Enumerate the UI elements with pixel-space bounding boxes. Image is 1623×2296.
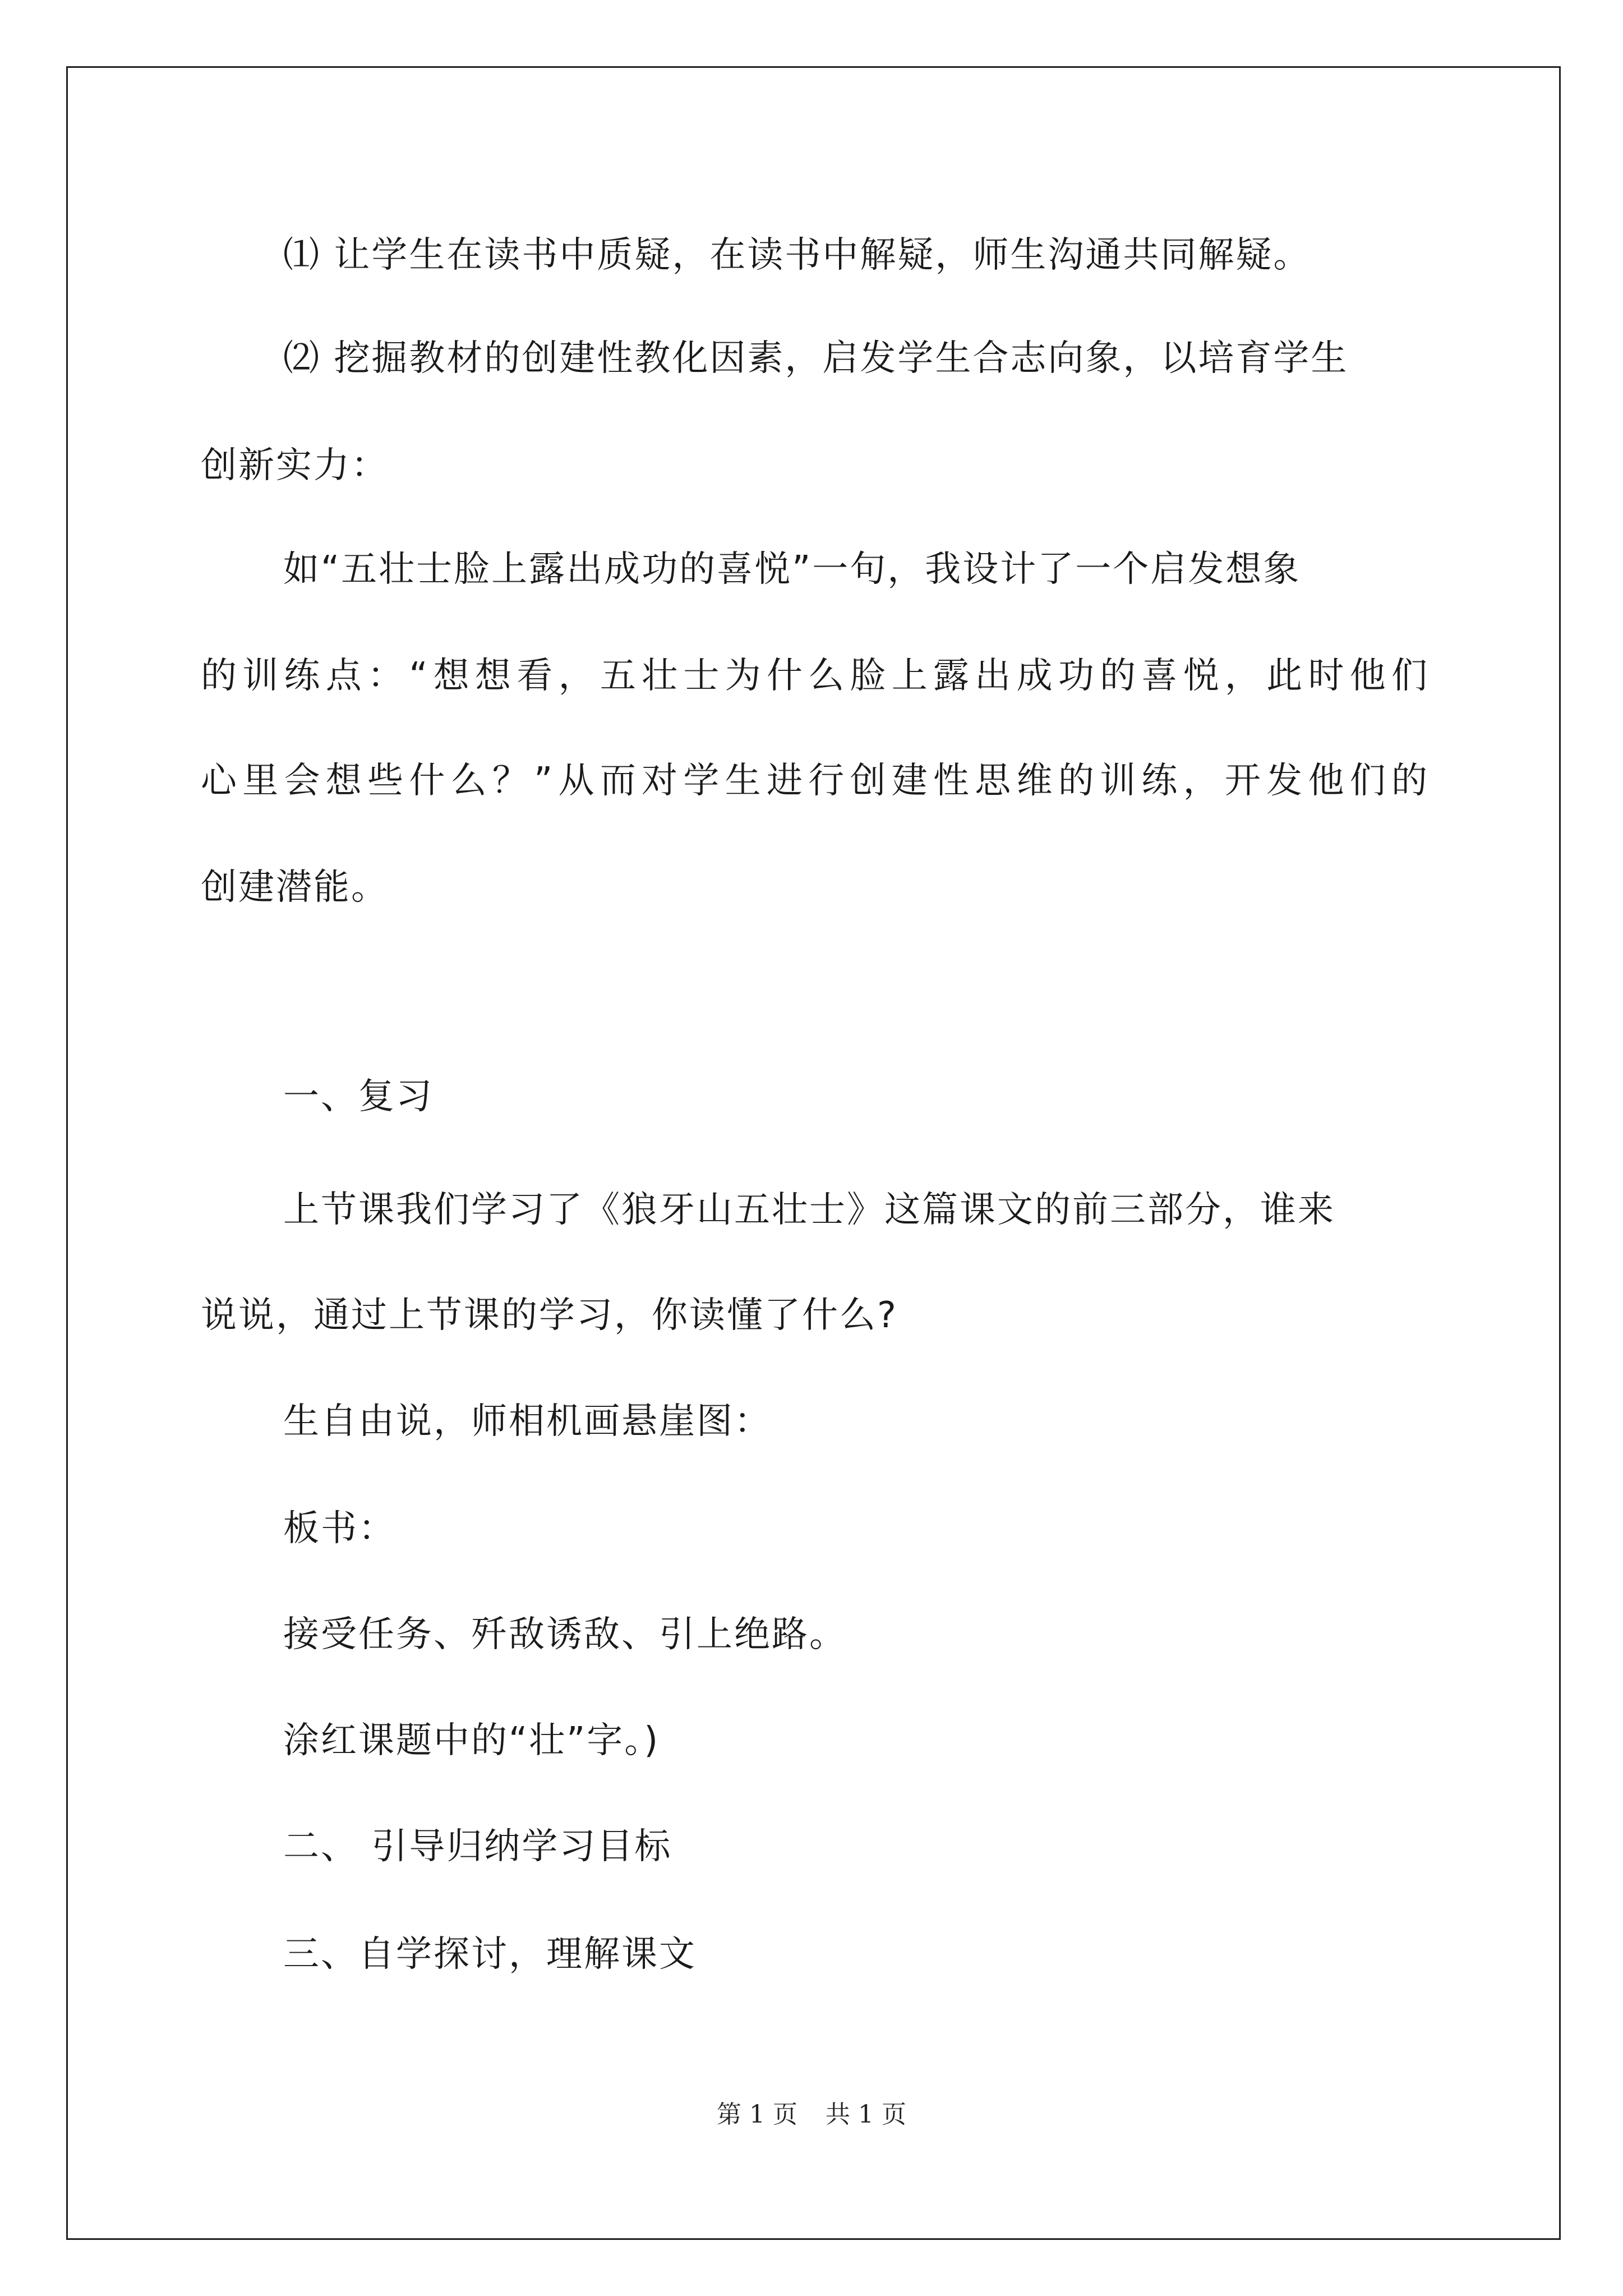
- paragraph-3-line-1: 如“五壮士脸上露出成功的喜悦”一句，我设计了一个启发想象: [283, 549, 1301, 590]
- paragraph-2-line-2: 创新实力：: [201, 445, 389, 486]
- page-footer: [0, 2098, 1623, 2132]
- section-review-heading: 一、复习: [283, 1076, 434, 1117]
- section-2-heading: 二、 引导归纳学习目标: [283, 1826, 672, 1867]
- paragraph-8: 涂红课题中的“壮”字。): [283, 1720, 660, 1761]
- section-3-heading: 三、自学探讨，理解课文: [283, 1934, 697, 1975]
- paragraph-4-line-1: 上节课我们学习了《狼牙山五壮士》这篇课文的前三部分，谁来: [283, 1189, 1335, 1231]
- paragraph-2-line-1: ⑵ 挖掘教材的创建性教化因素，启发学生合志向象，以培育学生: [283, 338, 1349, 379]
- paragraph-5: 生自由说，师相机画悬崖图：: [283, 1401, 772, 1442]
- paragraph-4-line-2: 说说，通过上节课的学习，你读懂了什么?: [201, 1295, 898, 1336]
- paragraph-3-line-4: 创建潜能。: [201, 867, 389, 908]
- page-total: 共 1 页: [826, 2100, 906, 2129]
- paragraph-7: 接受任务、歼敌诱敌、引上绝路。: [283, 1614, 847, 1655]
- page-border: [66, 66, 1561, 2240]
- page-current: 第 1 页: [717, 2100, 797, 2129]
- paragraph-3-line-2: 的训练点：“想想看，五壮士为什么脸上露出成功的喜悦，此时他们: [201, 655, 1429, 697]
- paragraph-6: 板书：: [283, 1508, 396, 1549]
- paragraph-1-line-1: ⑴ 让学生在读书中质疑，在读书中解疑，师生沟通共同解疑。: [283, 234, 1311, 276]
- paragraph-3-line-3: 心里会想些什么？”从而对学生进行创建性思维的训练，开发他们的: [201, 760, 1429, 802]
